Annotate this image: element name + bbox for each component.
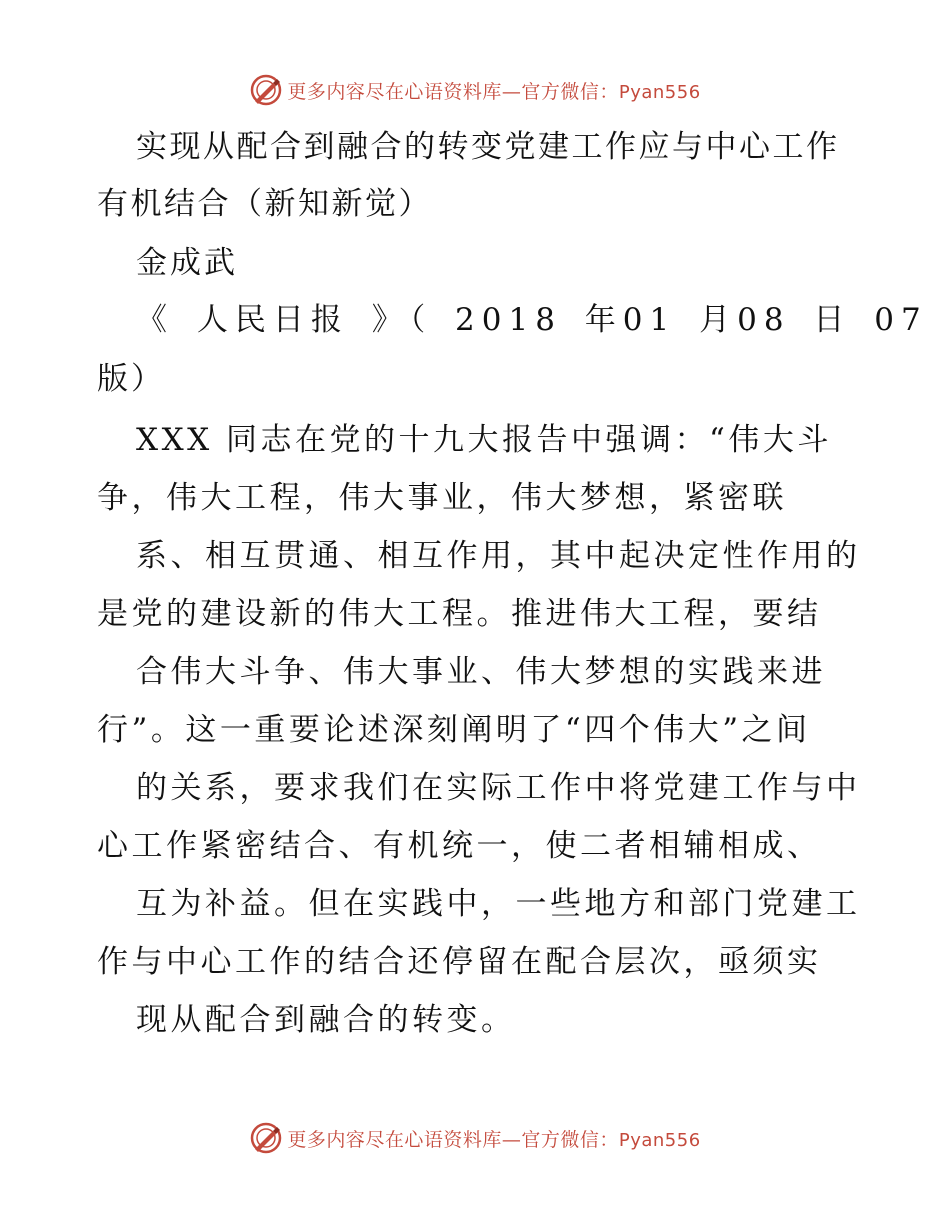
body-line: 现从配合到融合的转变。 (136, 1002, 516, 1038)
article-source-line-1: 《 人民日报 》（ 2018 年01 月08 日 07 (136, 302, 928, 338)
banner-site-name: 更多内容尽在心语资料库 (287, 80, 502, 103)
banner-separator: — (501, 80, 522, 103)
pen-logo-icon (249, 1121, 283, 1155)
body-line: 作与中心工作的结合还停留在配合层次，亟须实 (97, 944, 822, 980)
banner-wechat-label: 官方微信： (521, 1128, 619, 1151)
banner-wechat-label: 官方微信： (521, 80, 619, 103)
footer-banner (0, 1118, 950, 1158)
banner-text (287, 1125, 700, 1152)
body-line: 互为补益。但在实践中，一些地方和部门党建工 (136, 886, 861, 922)
body-line: 系、相互贯通、相互作用，其中起决定性作用的 (136, 538, 861, 574)
banner-text (287, 77, 700, 104)
banner-site-name: 更多内容尽在心语资料库 (287, 1128, 502, 1151)
header-banner (0, 70, 950, 110)
banner-separator: — (501, 1128, 522, 1151)
article-source-line-2: 版） (97, 361, 165, 397)
body-line: XXX 同志在党的十九大报告中强调：“伟大斗 (136, 422, 832, 458)
body-line: 心工作紧密结合、有机统一，使二者相辅相成、 (97, 828, 822, 864)
body-line: 的关系，要求我们在实际工作中将党建工作与中 (136, 770, 861, 806)
banner-wechat-id: Pyan556 (618, 1129, 701, 1151)
body-line: 是党的建设新的伟大工程。推进伟大工程，要结 (97, 596, 822, 632)
body-line: 行”。这一重要论述深刻阐明了“四个伟大”之间 (97, 712, 811, 748)
article-title-line-1: 实现从配合到融合的转变党建工作应与中心工作 (136, 129, 840, 165)
article-author: 金成武 (136, 245, 238, 281)
body-line: 争，伟大工程，伟大事业，伟大梦想，紧密联 (97, 480, 787, 516)
article-title-line-2: 有机结合（新知新觉） (97, 186, 432, 222)
pen-logo-icon (249, 73, 283, 107)
body-line: 合伟大斗争、伟大事业、伟大梦想的实践来进 (136, 654, 826, 690)
banner-wechat-id: Pyan556 (618, 81, 701, 103)
